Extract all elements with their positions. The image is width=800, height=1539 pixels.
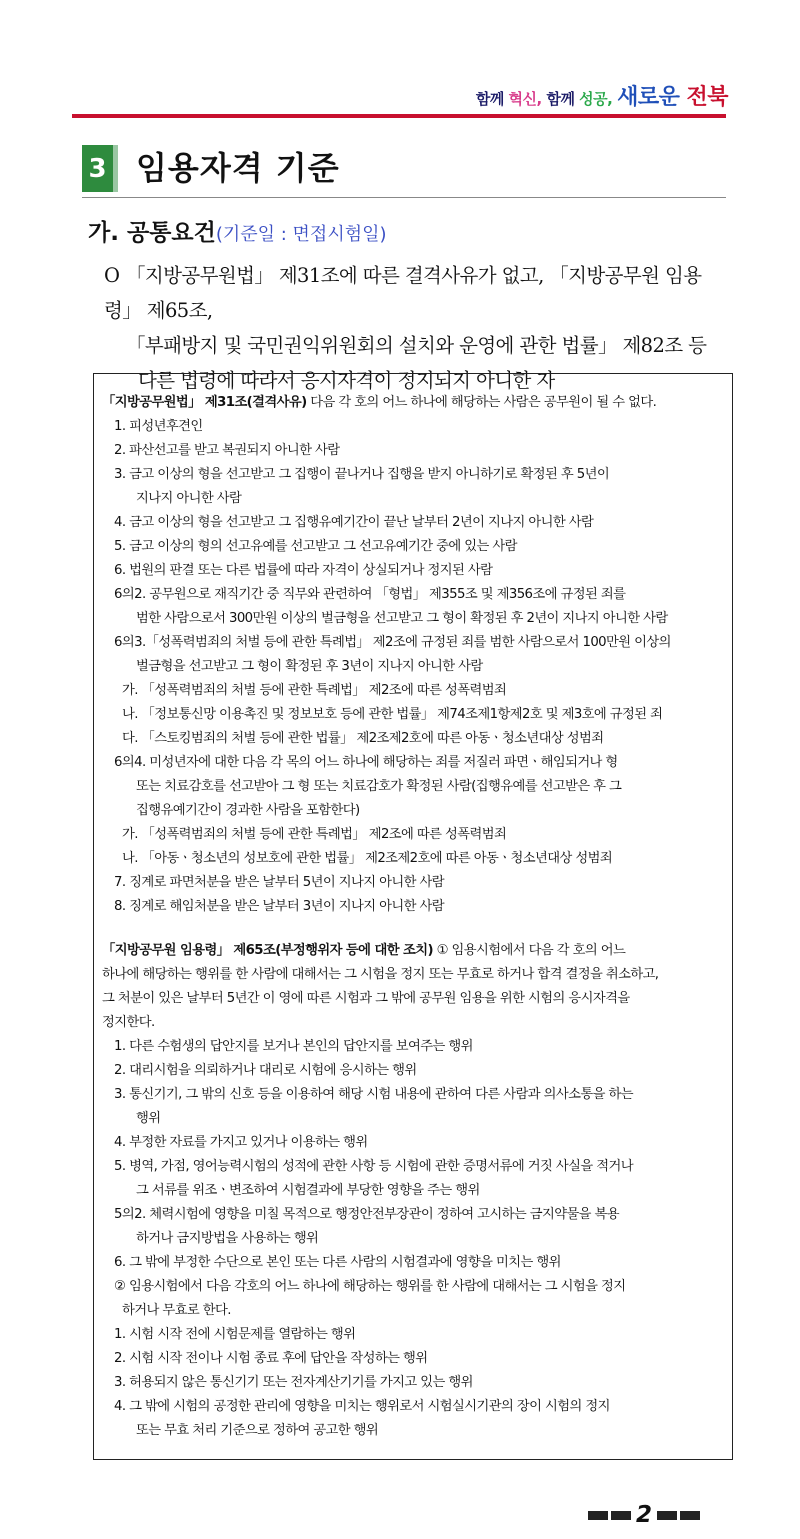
page-number-indicator — [588, 1504, 700, 1527]
list-item: 4. 부정한 자료를 가지고 있거나 이용하는 행위 — [114, 1135, 368, 1150]
list-item: 행위 — [136, 1111, 161, 1126]
slogan-text-6: 전북 — [686, 85, 728, 110]
slogan-text-2: 혁신, — [508, 90, 547, 108]
slogan-text-4: 성공, — [579, 90, 618, 108]
page-bar-left-1 — [588, 1511, 608, 1520]
page-bar-left-2 — [611, 1511, 631, 1520]
list-item: 벌금형을 선고받고 그 형이 확정된 후 3년이 지나지 아니한 사람 — [136, 659, 483, 674]
law2-intro-2: 하나에 해당하는 행위를 한 사람에 대해서는 그 시험을 정지 또는 무효로 하거나 합격 결정을 취소하고, — [102, 967, 659, 982]
page-number: 2 — [636, 1502, 653, 1528]
list-item: 2. 대리시험을 의뢰하거나 대리로 시험에 응시하는 행위 — [114, 1063, 417, 1078]
list-item: 1. 피성년후견인 — [114, 419, 203, 434]
list-item: 가. 「성폭력범죄의 처벌 등에 관한 특례법」 제2조에 따른 성폭력범죄 — [122, 827, 507, 842]
list-item: 또는 무효 처리 기준으로 정하여 공고한 행위 — [136, 1423, 379, 1438]
list-item: 가. 「성폭력범죄의 처벌 등에 관한 특례법」 제2조에 따른 성폭력범죄 — [122, 683, 507, 698]
list-item: 5. 금고 이상의 형의 선고유예를 선고받고 그 선고유예기간 중에 있는 사람 — [114, 539, 517, 554]
law1-heading — [102, 391, 724, 415]
list-item: 하거나 금지방법을 사용하는 행위 — [136, 1231, 319, 1246]
list-item: 7. 징계로 파면처분을 받은 날부터 5년이 지나지 아니한 사람 — [114, 875, 444, 890]
header-slogan — [476, 80, 728, 111]
slogan-text-5: 새로운 — [617, 85, 687, 110]
law2-heading — [102, 939, 724, 963]
list-item: 1. 다른 수험생의 답안지를 보거나 본인의 답안지를 보여주는 행위 — [114, 1039, 473, 1054]
list-item: 4. 그 밖에 시험의 공정한 관리에 영향을 미치는 행위로서 시험실시기관의 장이 시험의 정지 — [114, 1399, 610, 1414]
list-item: 나. 「아동ㆍ청소년의 성보호에 관한 법률」 제2조제2호에 따른 아동ㆍ청소년대상 성범죄 — [122, 851, 613, 866]
list-item: 집행유예기간이 경과한 사람을 포함한다) — [136, 803, 360, 818]
law2-intro-1: ① 임용시험에서 다음 각 호의 어느 — [432, 943, 626, 958]
requirement-marker: O — [104, 264, 120, 287]
requirement-text-1: 「지방공무원법」 제31조에 따른 결격사유가 없고, 「지방공무원 임용령」 제65조, — [104, 264, 702, 322]
header-divider — [72, 114, 726, 118]
subsection-note: (기준일 : 면접시험일) — [215, 224, 387, 245]
section-number: 3 — [82, 145, 118, 192]
list-item: 6의4. 미성년자에 대한 다음 각 목의 어느 하나에 해당하는 죄를 저질러 파면ㆍ해임되거나 형 — [114, 755, 618, 770]
law2-paragraph-2a: ② 임용시험에서 다음 각호의 어느 하나에 해당하는 행위를 한 사람에 대해서는 그 시험을 정지 — [114, 1279, 626, 1294]
law-excerpt-box — [93, 373, 733, 1460]
requirement-line-2: 「부패방지 및 국민권익위원회의 설치와 운영에 관한 법률」 제82조 등 — [126, 334, 707, 357]
list-item: 6. 그 밖에 부정한 수단으로 본인 또는 다른 사람의 시험결과에 영향을 미치는 행위 — [114, 1255, 561, 1270]
law1-intro: 다음 각 호의 어느 하나에 해당하는 사람은 공무원이 될 수 없다. — [306, 395, 657, 410]
list-item: 6. 법원의 판결 또는 다른 법률에 따라 자격이 상실되거나 정지된 사람 — [114, 563, 493, 578]
list-item: 1. 시험 시작 전에 시험문제를 열람하는 행위 — [114, 1327, 356, 1342]
list-item: 다. 「스토킹범죄의 처벌 등에 관한 법률」 제2조제2호에 따른 아동ㆍ청소년대상 성범죄 — [122, 731, 604, 746]
page-bar-right-1 — [657, 1511, 677, 1520]
law2-title: 「지방공무원 임용령」 제65조(부정행위자 등에 대한 조치) — [102, 943, 433, 958]
page-bar-right-2 — [680, 1511, 700, 1520]
slogan-text-3: 함께 — [546, 90, 580, 108]
list-item: 4. 금고 이상의 형을 선고받고 그 집행유예기간이 끝난 날부터 2년이 지나지 아니한 사람 — [114, 515, 594, 530]
list-item: 그 서류를 위조ㆍ변조하여 시험결과에 부당한 영향을 주는 행위 — [136, 1183, 480, 1198]
list-item: 2. 시험 시작 전이나 시험 종료 후에 답안을 작성하는 행위 — [114, 1351, 428, 1366]
list-item: 6의3.「성폭력범죄의 처벌 등에 관한 특례법」 제2조에 규정된 죄를 범한 사람으로서 100만원 이상의 — [114, 635, 671, 650]
list-item: 5. 병역, 가점, 영어능력시험의 성적에 관한 사항 등 시험에 관한 증명서류에 거짓 사실을 적거나 — [114, 1159, 633, 1174]
law2-intro-3: 그 처분이 있은 날부터 5년간 이 영에 따른 시험과 그 밖에 공무원 임용을 위한 시험의 응시자격을 — [102, 991, 630, 1006]
list-item: 2. 파산선고를 받고 복권되지 아니한 사람 — [114, 443, 340, 458]
law2-intro-4: 정지한다. — [102, 1015, 155, 1030]
list-item: 6의2. 공무원으로 재직기간 중 직무와 관련하여 「형법」 제355조 및 제356조에 규정된 죄를 — [114, 587, 626, 602]
spacer — [102, 919, 724, 939]
list-item: 8. 징계로 해임처분을 받은 날부터 3년이 지나지 아니한 사람 — [114, 899, 444, 914]
list-item: 나. 「정보통신망 이용촉진 및 정보보호 등에 관한 법률」 제74조제1항제2호 및 제3호에 규정된 죄 — [122, 707, 663, 722]
requirement-line-3: 다른 법령에 따라서 응시자격이 정지되지 아니한 자 — [138, 369, 555, 392]
list-item: 3. 금고 이상의 형을 선고받고 그 집행이 끝나거나 집행을 받지 아니하기로 확정된 후 5년이 — [114, 467, 610, 482]
list-item: 또는 치료감호를 선고받아 그 형 또는 치료감호가 확정된 사람(집행유예를 선고받은 후 그 — [136, 779, 622, 794]
list-item: 지나지 아니한 사람 — [136, 491, 242, 506]
slogan-text-1: 함께 — [475, 90, 509, 108]
list-item: 3. 통신기기, 그 밖의 신호 등을 이용하여 해당 시험 내용에 관하여 다른 사람과 의사소통을 하는 — [114, 1087, 633, 1102]
law2-paragraph-2b: 하거나 무효로 한다. — [122, 1303, 231, 1318]
section-divider — [82, 197, 726, 198]
list-item: 범한 사람으로서 300만원 이상의 벌금형을 선고받고 그 형이 확정된 후 2년이 지나지 아니한 사람 — [136, 611, 668, 626]
list-item: 5의2. 체력시험에 영향을 미칠 목적으로 행정안전부장관이 정하여 고시하는 금지약물을 복용 — [114, 1207, 620, 1222]
law1-title: 「지방공무원법」 제31조(결격사유) — [102, 395, 307, 410]
requirement-line-1 — [104, 258, 734, 328]
subsection-heading — [88, 214, 387, 247]
list-item: 3. 허용되지 않은 통신기기 또는 전자계산기기를 가지고 있는 행위 — [114, 1375, 473, 1390]
section-title: 임용자격 기준 — [136, 149, 340, 187]
subsection-label: 가. 공통요건 — [88, 220, 216, 246]
